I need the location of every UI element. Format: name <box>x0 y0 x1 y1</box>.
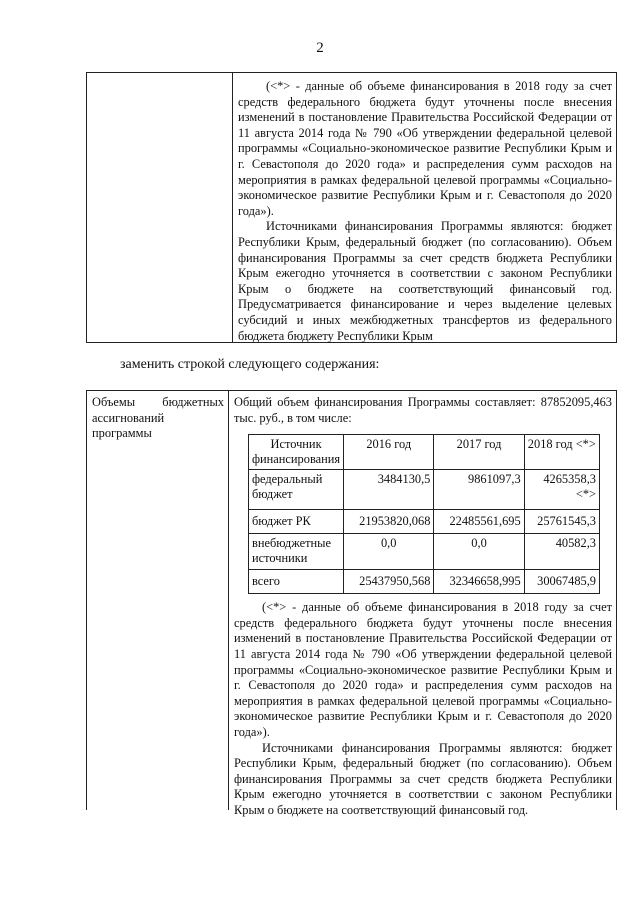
bottom-financing-note: (<*> - данные об объеме финансирования в 2018 году за счет средств федерального бюджета будут уточнены после внесения изменений в постановление Правительства Российской Федерации от 11 августа 2014 года № 790 «Об утверждении федеральной целевой программы «Социально-экономическое развитие Республики Крым и г. Севастополя до 2020 года» и распределения сумм расходов на мероприятия в рамках федеральной целевой программы «Социально-экономическое развитие Республики Крым и г. Севастополя до 2020 года»). <box>234 600 612 739</box>
row-value-2016: 3484130,5 <box>344 470 434 510</box>
header-source: Источник финансирования <box>249 435 344 470</box>
row-value-2018: 25761545,3 <box>524 510 599 534</box>
table-row <box>249 470 600 510</box>
row-source: всего <box>249 570 344 594</box>
budget-allocations-label: Объемы бюджетных ассигнований программы <box>92 395 224 441</box>
row-value-2016: 21953820,068 <box>344 510 434 534</box>
header-2017: 2017 год <box>434 435 524 470</box>
table-row <box>249 570 600 594</box>
top-financing-sources: Источниками финансирования Программы являются: бюджет Республики Крым, федеральный бюджет (по согласованию). Объем финансирования Программы за счет средств бюджета Республики Крым ежегодно уточняется в соответствии с законом Республики Крым о бюджете на соответствующий финансовый год. Предусматривается финансирование и через выделение целевых субсидий и иных межбюджетных трансфертов из федерального бюджета бюджету Республики Крым <box>238 219 612 343</box>
row-value-2018: 40582,3 <box>524 534 599 570</box>
top-table <box>86 72 617 343</box>
table-row <box>249 510 600 534</box>
row-source: внебюджетные источники <box>249 534 344 570</box>
row-value-2017: 9861097,3 <box>434 470 524 510</box>
top-table-right-cell <box>238 79 612 344</box>
total-financing-intro: Общий объем финансирования Программы составляет: 87852095,463 тыс. руб., в том числе: <box>234 395 612 425</box>
page-number: 2 <box>316 40 324 56</box>
row-value-2017: 0,0 <box>434 534 524 570</box>
header-2018: 2018 год <*> <box>524 435 599 470</box>
row-source: бюджет РК <box>249 510 344 534</box>
row-source: федеральный бюджет <box>249 470 344 510</box>
header-2016: 2016 год <box>344 435 434 470</box>
bottom-financing-sources: Источниками финансирования Программы являются: бюджет Республики Крым, федеральный бюджет (по согласованию). Объем финансирования Программы за счет средств бюджета Республики Крым ежегодно уточняется в соответствии с законом Республики Крым о бюджете на соответствующий финансовый год. <box>234 740 612 817</box>
top-table-divider <box>232 73 233 342</box>
row-value-2018: 4265358,3 <*> <box>524 470 599 510</box>
financing-table-header <box>249 435 600 470</box>
bottom-table <box>86 390 617 817</box>
row-value-2018: 30067485,9 <box>524 570 599 594</box>
bottom-table-divider <box>228 391 229 810</box>
top-financing-note: (<*> - данные об объеме финансирования в 2018 году за счет средств федерального бюджета будут уточнены после внесения изменений в постановление Правительства Российской Федерации от 11 августа 2014 года № 790 «Об утверждении федеральной целевой программы «Социально-экономическое развитие Республики Крым и г. Севастополя до 2020 года» и распределения сумм расходов на мероприятия в рамках федеральной целевой программы «Социально-экономическое развитие Республики Крым и г. Севастополя до 2020 года»). <box>238 79 612 218</box>
row-value-2016: 0,0 <box>344 534 434 570</box>
table-row <box>249 534 600 570</box>
bottom-table-right-cell <box>234 395 612 819</box>
replace-instruction: заменить строкой следующего содержания: <box>120 357 380 372</box>
row-value-2017: 32346658,995 <box>434 570 524 594</box>
row-value-2017: 22485561,695 <box>434 510 524 534</box>
row-value-2016: 25437950,568 <box>344 570 434 594</box>
financing-table <box>248 434 600 594</box>
